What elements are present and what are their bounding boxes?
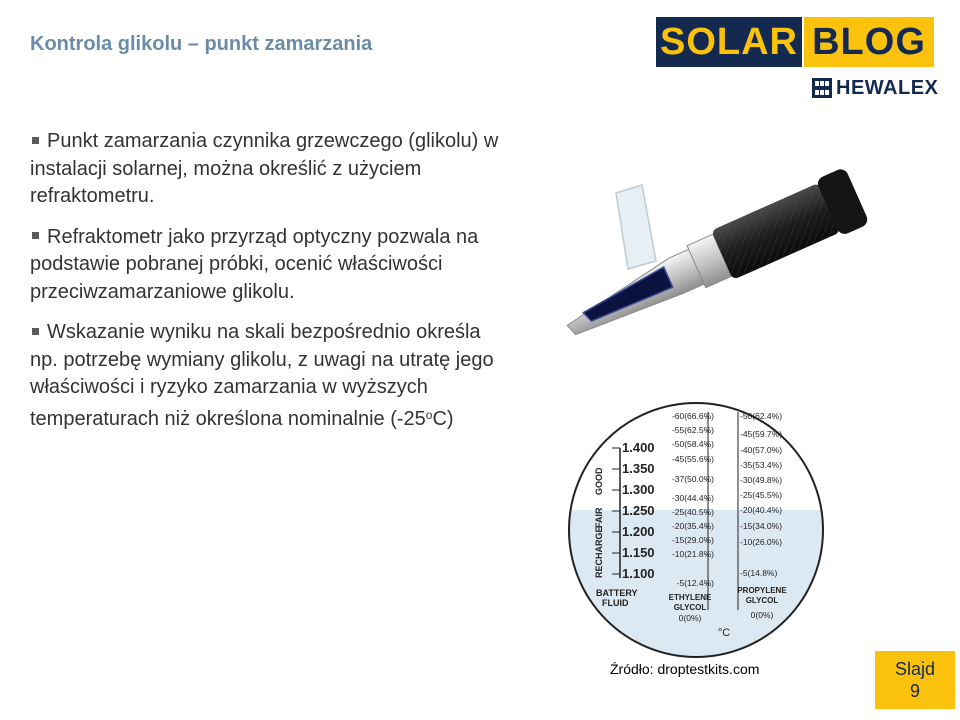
ethylene-value: -45(55.6%) bbox=[671, 454, 714, 464]
propylene-value: -10(26.0%) bbox=[740, 537, 783, 547]
battery-label: BATTERY bbox=[596, 588, 638, 598]
propylene-label: GLYCOL bbox=[745, 596, 779, 605]
bullet-text: Wskazanie wyniku na skali bezpośrednio określa np. potrzebę wymiany glikolu, z uwagi na utratę jego właściwości i ryzyko zamarzania w wyższych temperaturach niż określona nominalnie (-25 bbox=[30, 321, 494, 430]
source-credit: Źródło: droptestkits.com bbox=[610, 661, 760, 677]
solarblog-logo-blog: BLOG bbox=[804, 17, 934, 67]
ethylene-value: -5(12.4%) bbox=[676, 578, 714, 588]
refractometer-scale-view bbox=[566, 400, 826, 660]
ethylene-label: GLYCOL bbox=[673, 603, 707, 612]
ethylene-value: -37(50.0%) bbox=[671, 474, 714, 484]
propylene-value: -40(57.0%) bbox=[740, 445, 783, 455]
ethylene-zero: 0(0%) bbox=[678, 613, 702, 623]
bullet-item bbox=[30, 128, 500, 211]
slide-label: Slajd bbox=[894, 659, 936, 679]
degree-unit: °C bbox=[717, 627, 731, 639]
refractometer-photo bbox=[520, 133, 873, 353]
ethylene-value: -10(21.8%) bbox=[671, 549, 714, 559]
slide-title: Kontrola glikolu – punkt zamarzania bbox=[30, 33, 373, 55]
propylene-value: -30(49.8%) bbox=[740, 475, 783, 485]
propylene-value: -35(53.4%) bbox=[740, 460, 783, 470]
battery-value: 1.150 bbox=[622, 545, 655, 560]
ethylene-value: -60(66.6%) bbox=[671, 411, 714, 421]
zone-fair: FAIR bbox=[594, 507, 604, 528]
propylene-value: -20(40.4%) bbox=[740, 505, 783, 515]
slide-number-box bbox=[875, 651, 955, 709]
propylene-value: -25(45.5%) bbox=[740, 490, 783, 500]
battery-value: 1.100 bbox=[622, 566, 655, 581]
bullet-square-icon bbox=[32, 328, 39, 335]
ethylene-value: -50(58.4%) bbox=[671, 439, 714, 449]
hewalex-wordmark: HEWALEX bbox=[836, 76, 939, 99]
propylene-value: -15(34.0%) bbox=[740, 521, 783, 531]
battery-label: FLUID bbox=[602, 598, 629, 608]
battery-value: 1.250 bbox=[622, 503, 655, 518]
ethylene-value: -20(35.4%) bbox=[671, 521, 714, 531]
ethylene-value: -30(44.4%) bbox=[671, 493, 714, 503]
bullet-item bbox=[30, 319, 500, 433]
propylene-value: -5(14.8%) bbox=[740, 568, 778, 578]
bullet-item bbox=[30, 224, 500, 307]
ethylene-value: -15(29.0%) bbox=[671, 535, 714, 545]
battery-value: 1.400 bbox=[622, 440, 655, 455]
ethylene-label: ETHYLENE bbox=[668, 593, 712, 602]
solarblog-logo-solar: SOLAR bbox=[656, 17, 802, 67]
degree-superscript: o bbox=[425, 407, 433, 422]
bullet-list bbox=[30, 128, 500, 446]
bullet-text: Refraktometr jako przyrząd optyczny pozwala na podstawie pobranej próbki, ocenić właściwości przeciwzamarzaniowe glikolu. bbox=[30, 225, 479, 303]
battery-value: 1.300 bbox=[622, 482, 655, 497]
zone-good: GOOD bbox=[594, 467, 604, 495]
bullet-square-icon bbox=[32, 232, 39, 239]
bullet-text-end: C) bbox=[432, 407, 454, 430]
bullet-square-icon bbox=[32, 137, 39, 144]
zone-recharge: RECHARGE bbox=[594, 526, 604, 578]
propylene-value: -45(59.7%) bbox=[740, 429, 783, 439]
battery-value: 1.200 bbox=[622, 524, 655, 539]
propylene-zero: 0(0%) bbox=[750, 610, 774, 620]
ethylene-value: -25(40.5%) bbox=[671, 507, 714, 517]
hewalex-mark-icon bbox=[812, 78, 832, 98]
battery-value: 1.350 bbox=[622, 461, 655, 476]
bullet-text: Punkt zamarzania czynnika grzewczego (glikolu) w instalacji solarnej, można określić z użyciem refraktometru. bbox=[30, 130, 499, 207]
ethylene-value: -55(62.5%) bbox=[671, 425, 714, 435]
propylene-label: PROPYLENE bbox=[737, 586, 787, 595]
propylene-value: -50(62.4%) bbox=[740, 411, 783, 421]
slide-number: 9 bbox=[909, 681, 920, 701]
hewalex-logo bbox=[812, 76, 938, 100]
